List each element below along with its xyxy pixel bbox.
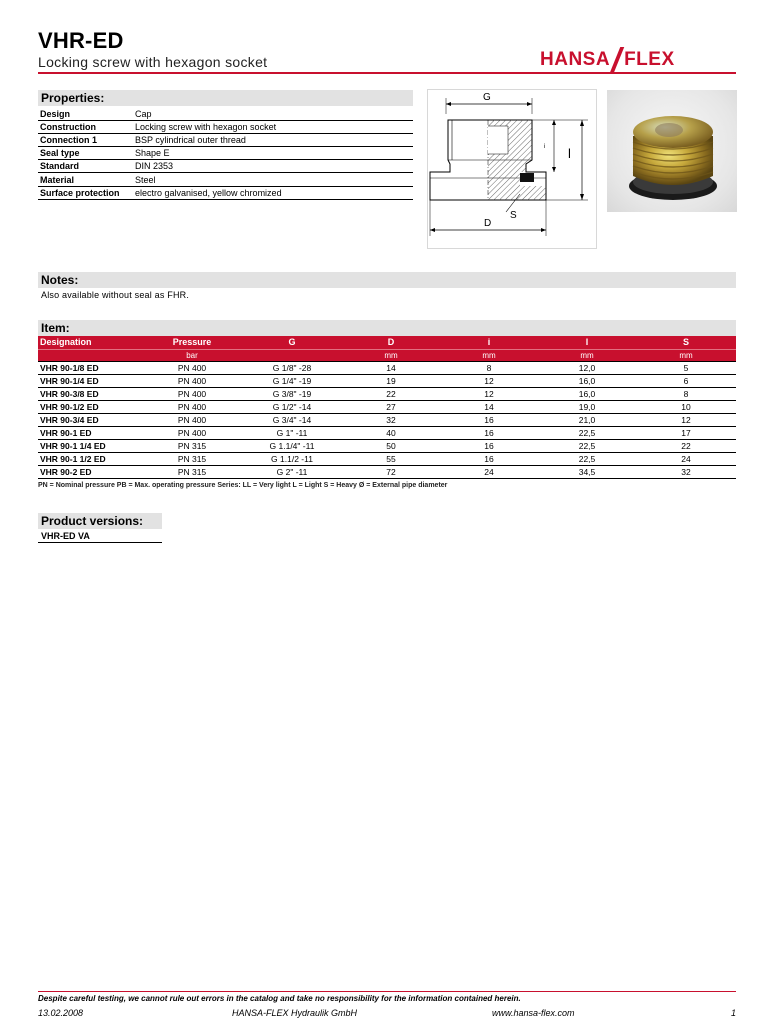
column-unit: mm [538, 349, 636, 361]
logo-slash-icon [612, 49, 622, 71]
property-value: Locking screw with hexagon socket [133, 120, 413, 133]
table-cell: 19 [342, 374, 440, 387]
table-cell: 22,5 [538, 426, 636, 439]
table-cell: G 2" -11 [242, 465, 342, 478]
notes-heading: Notes: [38, 272, 736, 288]
property-row [38, 107, 413, 120]
property-key: Design [38, 107, 133, 120]
property-key: Material [38, 173, 133, 186]
table-cell: 40 [342, 426, 440, 439]
table-cell: G 3/8" -19 [242, 387, 342, 400]
row-designation: VHR 90-1 1/4 ED [38, 439, 142, 452]
table-cell: 14 [342, 361, 440, 374]
table-cell: G 1.1/4" -11 [242, 439, 342, 452]
property-value: Cap [133, 107, 413, 120]
property-value: electro galvanised, yellow chromized [133, 186, 413, 199]
table-cell: G 1" -11 [242, 426, 342, 439]
table-cell: 6 [636, 374, 736, 387]
table-row [38, 426, 736, 439]
property-key: Connection 1 [38, 133, 133, 146]
property-row [38, 120, 413, 133]
table-cell: 27 [342, 400, 440, 413]
property-row [38, 133, 413, 146]
row-designation: VHR 90-1/2 ED [38, 400, 142, 413]
version-item[interactable]: VHR-ED VA [38, 530, 162, 543]
table-cell: 22 [636, 439, 736, 452]
table-cell: 32 [342, 413, 440, 426]
column-unit: mm [440, 349, 538, 361]
footer-divider [38, 991, 736, 992]
table-cell: 22 [342, 387, 440, 400]
property-key: Construction [38, 120, 133, 133]
footer-date: 13.02.2008 [38, 1008, 84, 1018]
column-unit: mm [636, 349, 736, 361]
table-row [38, 439, 736, 452]
table-legend: PN = Nominal pressure PB = Max. operating pressure Series: LL = Very light L = Light S = Heavy Ø = External pipe diameter [38, 482, 448, 489]
table-cell: 16 [440, 426, 538, 439]
s-dimension-label: S [510, 210, 517, 221]
footer-page-number: 1 [731, 1008, 737, 1018]
table-cell: 5 [636, 361, 736, 374]
i-dimension-label: i [544, 144, 546, 150]
table-cell: 34,5 [538, 465, 636, 478]
seal-shape [520, 173, 534, 182]
table-cell: G 3/4" -14 [242, 413, 342, 426]
table-row [38, 413, 736, 426]
footer-website[interactable]: www.hansa-flex.com [492, 1008, 575, 1018]
hansa-flex-logo [540, 48, 675, 72]
table-cell: PN 400 [142, 413, 242, 426]
item-heading: Item: [38, 320, 736, 336]
page-subtitle: Locking screw with hexagon socket [38, 54, 268, 70]
table-cell: PN 400 [142, 400, 242, 413]
column-header: D [342, 336, 440, 349]
row-designation: VHR 90-1 1/2 ED [38, 452, 142, 465]
table-cell: 16 [440, 413, 538, 426]
table-cell: PN 315 [142, 452, 242, 465]
l-dimension-label: l [568, 146, 571, 161]
drawing-svg [428, 90, 598, 250]
footer-company: HANSA-FLEX Hydraulik GmbH [232, 1008, 358, 1018]
g-dimension-label: G [483, 92, 491, 103]
table-cell: 16 [440, 439, 538, 452]
table-cell: PN 400 [142, 387, 242, 400]
column-unit: bar [142, 349, 242, 361]
table-cell: 8 [636, 387, 736, 400]
table-cell: 17 [636, 426, 736, 439]
table-cell: 24 [440, 465, 538, 478]
property-value: BSP cylindrical outer thread [133, 133, 413, 146]
table-cell: G 1.1/2 -11 [242, 452, 342, 465]
column-header: S [636, 336, 736, 349]
table-row [38, 361, 736, 374]
column-header: Pressure [142, 336, 242, 349]
d-dimension-label: D [484, 218, 492, 229]
property-row [38, 160, 413, 173]
property-value: Steel [133, 173, 413, 186]
properties-heading: Properties: [38, 90, 413, 106]
table-row [38, 465, 736, 478]
column-header: l [538, 336, 636, 349]
table-cell: PN 400 [142, 426, 242, 439]
page-title: VHR-ED [38, 28, 124, 53]
table-cell: 22,5 [538, 439, 636, 452]
table-row [38, 374, 736, 387]
table-cell: 16 [440, 452, 538, 465]
table-cell: 16,0 [538, 387, 636, 400]
table-row [38, 387, 736, 400]
table-cell: 16,0 [538, 374, 636, 387]
column-header: i [440, 336, 538, 349]
table-cell: PN 400 [142, 374, 242, 387]
column-header: G [242, 336, 342, 349]
table-cell: 10 [636, 400, 736, 413]
table-cell: 22,5 [538, 452, 636, 465]
property-key: Standard [38, 160, 133, 173]
row-designation: VHR 90-3/4 ED [38, 413, 142, 426]
property-value: DIN 2353 [133, 160, 413, 173]
row-designation: VHR 90-1/4 ED [38, 374, 142, 387]
table-cell: 12 [636, 413, 736, 426]
column-header: Designation [38, 336, 142, 349]
table-cell: 32 [636, 465, 736, 478]
column-unit [38, 349, 142, 361]
product-photo-svg [607, 90, 737, 212]
properties-table [38, 107, 413, 200]
footer-disclaimer: Despite careful testing, we cannot rule out errors in the catalog and take no responsibility for the information contained herein. [38, 994, 521, 1003]
table-cell: G 1/2" -14 [242, 400, 342, 413]
property-value: Shape E [133, 147, 413, 160]
table-cell: 12 [440, 387, 538, 400]
property-row [38, 147, 413, 160]
table-row [38, 400, 736, 413]
logo-text-left: HANSA [540, 49, 611, 70]
table-row [38, 452, 736, 465]
table-cell: G 1/8" -28 [242, 361, 342, 374]
item-table [38, 336, 736, 479]
notes-text: Also available without seal as FHR. [41, 290, 190, 300]
table-cell: 55 [342, 452, 440, 465]
table-cell: 24 [636, 452, 736, 465]
versions-heading: Product versions: [38, 513, 162, 529]
property-key: Seal type [38, 147, 133, 160]
header-divider [38, 72, 736, 74]
table-cell: PN 400 [142, 361, 242, 374]
table-cell: 19,0 [538, 400, 636, 413]
table-cell: 72 [342, 465, 440, 478]
column-unit: mm [342, 349, 440, 361]
row-designation: VHR 90-1 ED [38, 426, 142, 439]
table-cell: 50 [342, 439, 440, 452]
row-designation: VHR 90-2 ED [38, 465, 142, 478]
table-cell: PN 315 [142, 465, 242, 478]
table-cell: PN 315 [142, 439, 242, 452]
row-designation: VHR 90-3/8 ED [38, 387, 142, 400]
logo-text-right: FLEX [624, 49, 675, 70]
table-cell: 21,0 [538, 413, 636, 426]
row-designation: VHR 90-1/8 ED [38, 361, 142, 374]
table-cell: 12 [440, 374, 538, 387]
table-cell: 8 [440, 361, 538, 374]
property-key: Surface protection [38, 186, 133, 199]
property-row [38, 186, 413, 199]
table-cell: 14 [440, 400, 538, 413]
column-unit [242, 349, 342, 361]
product-photo [607, 90, 737, 212]
property-row [38, 173, 413, 186]
table-cell: G 1/4" -19 [242, 374, 342, 387]
technical-drawing [427, 89, 597, 249]
table-cell: 12,0 [538, 361, 636, 374]
